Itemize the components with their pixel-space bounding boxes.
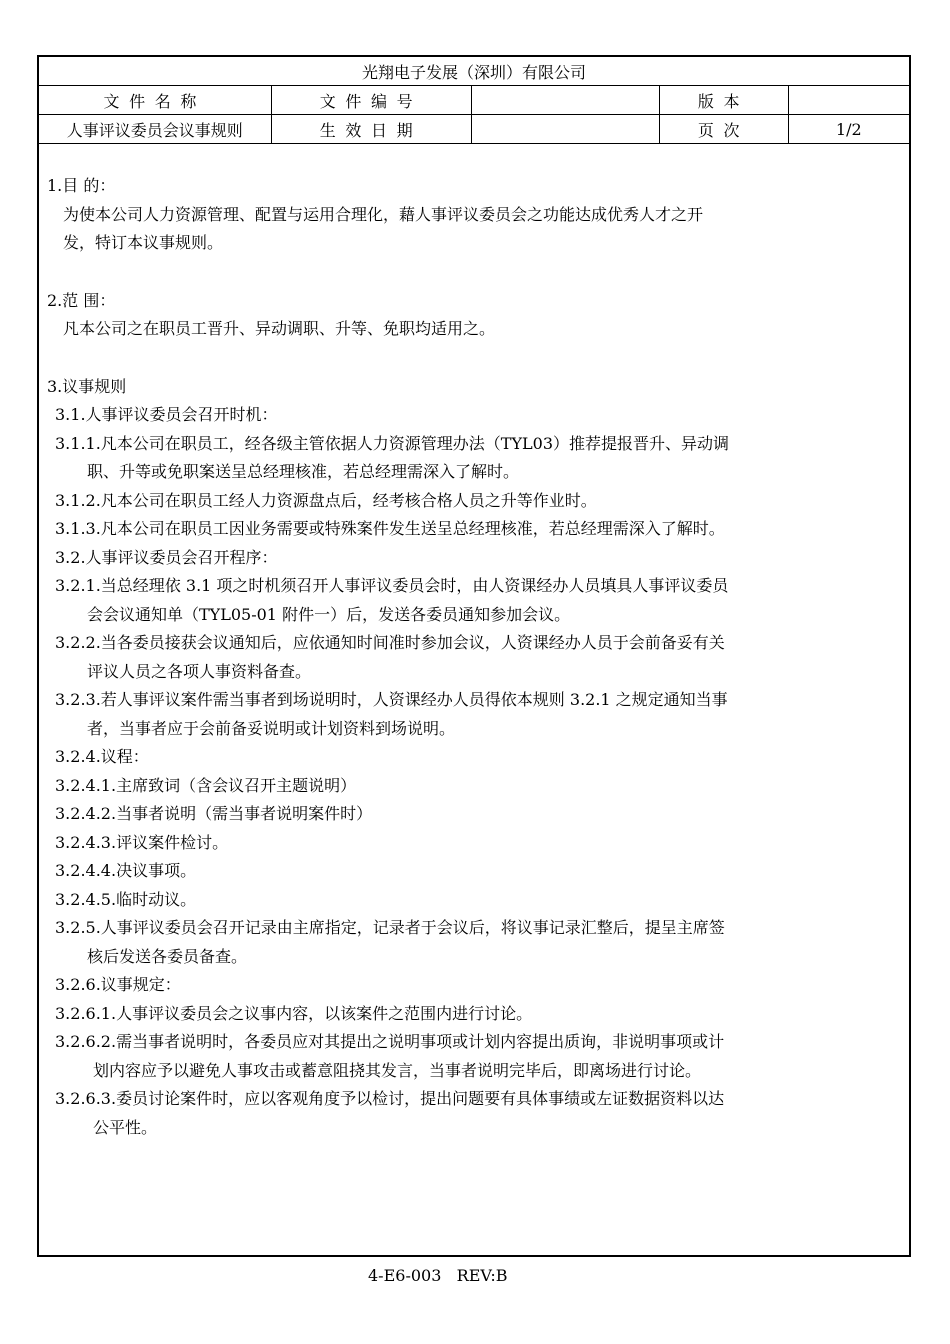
page-label: 页次 — [659, 115, 788, 144]
purpose-text-line: 发，特订本议事规则。 — [63, 233, 224, 252]
agenda-item: 3.2.4.1.主席致词（含会议召开主题说明） — [55, 775, 357, 795]
rule-item: 3.1.3.凡本公司在职员工因业务需要或特殊案件发生送呈总经理核准，若总经理需深入了解时。 — [55, 519, 725, 538]
rule-item: 3.1.1.凡本公司在职员工，经各级主管依据人力资源管理办法（TYL03）推荐提报晋升、异动调 — [55, 433, 730, 453]
rule-item-continuation: 评议人员之各项人事资料备查。 — [87, 661, 312, 681]
rule-item: 3.2.5.人事评议委员会召开记录由主席指定，记录者于会议后，将议事记录汇整后，提呈主席签 — [55, 918, 725, 937]
spacer — [47, 344, 867, 373]
scope-text-line: 凡本公司之在职员工晋升、异动调职、升等、免职均适用之。 — [63, 319, 496, 338]
agenda-item: 3.2.4.5.临时动议。 — [55, 889, 197, 909]
rule-item: 3.2.6.2.需当事者说明时，各委员应对其提出之说明事项或计划内容提出质询，非说明事项或计 — [55, 1032, 725, 1051]
section-rules-title: 3.议事规则 — [47, 376, 127, 396]
company-name: 光翔电子发展（深圳）有限公司 — [39, 57, 909, 86]
rule-item-continuation: 核后发送各委员备查。 — [87, 946, 248, 966]
agenda-item: 3.2.4.4.决议事项。 — [55, 861, 197, 880]
doc-no-label: 文件编号 — [271, 86, 471, 115]
rule-item-continuation: 者，当事者应于会前备妥说明或计划资料到场说明。 — [87, 718, 456, 738]
rule-item: 3.1.人事评议委员会召开时机： — [55, 405, 278, 424]
rule-item: 3.2.6.1.人事评议委员会之议事内容，以该案件之范围内进行讨论。 — [55, 1003, 533, 1023]
document-frame — [37, 55, 911, 1257]
rule-item: 3.2.人事评议委员会召开程序： — [55, 547, 278, 567]
purpose-text-line: 为使本公司人力资源管理、配置与运用合理化，藉人事评议委员会之功能达成优秀人才之开 — [63, 204, 704, 224]
rule-item: 3.2.1.当总经理依 3.1 项之时机须召开人事评议委员会时，由人资课经办人员填具人事评议委员 — [55, 576, 729, 595]
rule-item: 3.2.6.议事规定： — [55, 975, 181, 994]
spacer — [47, 258, 867, 287]
rule-item-continuation: 划内容应予以避免人事攻击或蓄意阻挠其发言，当事者说明完毕后，即离场进行讨论。 — [93, 1060, 702, 1080]
version-label: 版本 — [659, 86, 788, 115]
rule-item: 3.2.4.议程： — [55, 747, 149, 766]
rule-item-continuation: 职、升等或免职案送呈总经理核准，若总经理需深入了解时。 — [87, 462, 520, 481]
section-purpose-title: 1.目 的： — [47, 176, 116, 195]
rule-item: 3.2.2.当各委员接获会议通知后，应依通知时间准时参加会议，人资课经办人员于会前备妥有关 — [55, 633, 725, 652]
agenda-item: 3.2.4.2.当事者说明（需当事者说明案件时） — [55, 804, 373, 823]
rule-item: 3.1.2.凡本公司在职员工经人力资源盘点后，经考核合格人员之升等作业时。 — [55, 490, 597, 510]
doc-name-label: 文件名称 — [39, 86, 271, 115]
doc-name-value: 人事评议委员会议事规则 — [39, 115, 271, 144]
effective-date-value — [471, 115, 659, 144]
rule-item: 3.2.6.3.委员讨论案件时，应以客观角度予以检讨，提出问题要有具体事绩或左证数据资料以达 — [55, 1089, 725, 1108]
rule-item-continuation: 公平性。 — [93, 1117, 158, 1137]
version-value — [788, 86, 909, 115]
rule-item: 3.2.3.若人事评议案件需当事者到场说明时，人资课经办人员得依本规则 3.2.1 之规定通知当事 — [55, 690, 728, 709]
agenda-item: 3.2.4.3.评议案件检讨。 — [55, 832, 229, 852]
document-code-footer: 4-E6-003 REV:B — [368, 1266, 508, 1285]
document-body — [47, 172, 867, 1142]
page-value: 1/2 — [788, 115, 909, 144]
document-header-table — [39, 57, 909, 144]
rule-item-continuation: 会会议通知单（TYL05-01 附件一）后，发送各委员通知参加会议。 — [87, 604, 571, 624]
effective-date-label: 生效日期 — [271, 115, 471, 144]
section-scope-title: 2.范 围： — [47, 290, 116, 310]
doc-no-value — [471, 86, 659, 115]
